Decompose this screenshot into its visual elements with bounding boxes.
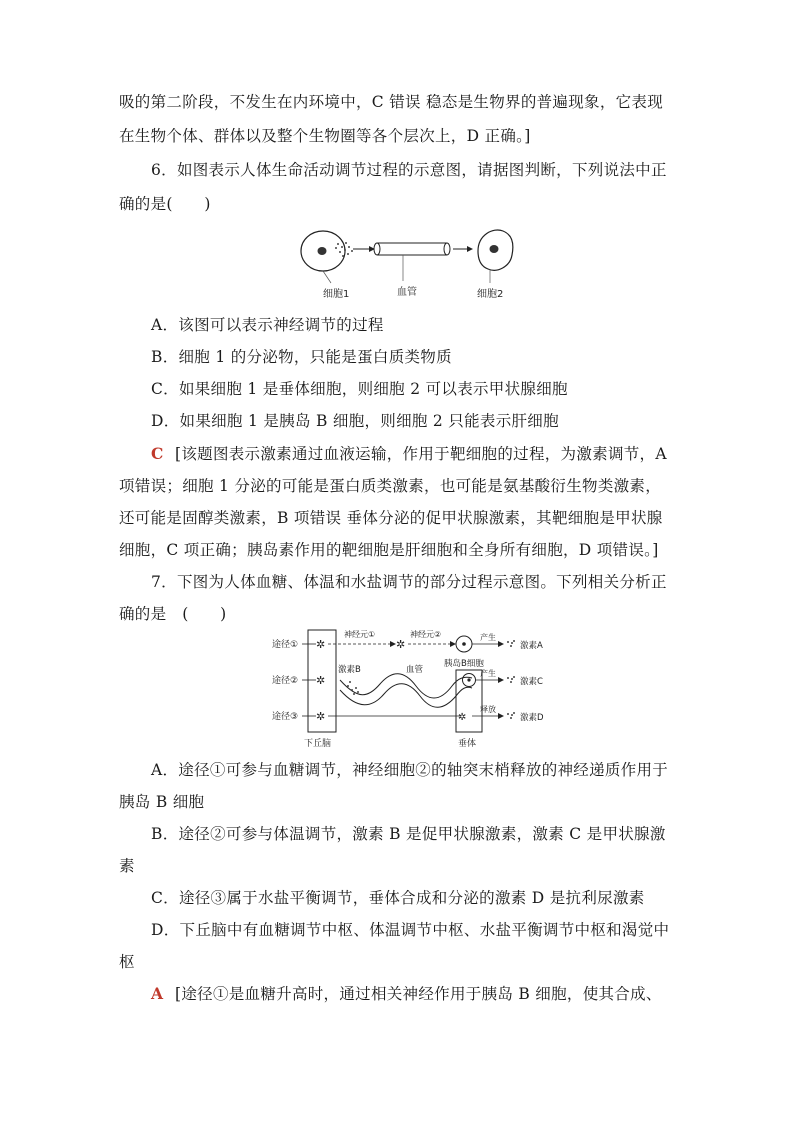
q6-explanation-line: 还可能是固醇类激素，B 项错误 垂体分泌的促甲状腺激素，其靶细胞是甲状腺 xyxy=(119,509,663,527)
vessel-label: 血管 xyxy=(397,287,417,298)
pituitary-label: 垂体 xyxy=(458,739,477,749)
svg-text:✲: ✲ xyxy=(316,710,326,723)
q6-explanation-line: 细胞，C 项正确；胰岛素作用的靶细胞是肝细胞和全身所有细胞，D 项错误。] xyxy=(119,541,659,559)
q6-option-a: A．该图可以表示神经调节的过程 xyxy=(151,316,384,334)
hypothalamus-label: 下丘脑 xyxy=(304,739,332,749)
hormoneD-label: 激素D xyxy=(520,713,544,723)
svg-text:✲: ✲ xyxy=(316,638,326,651)
svg-text:✲: ✲ xyxy=(458,712,467,723)
q7-option-d-cont: 枢 xyxy=(119,953,135,971)
q6-explanation-line: C [该题图表示激素通过血液运输，作用于靶细胞的过程，为激素调节，A xyxy=(151,444,667,463)
text-line: 吸的第二阶段，不发生在内环境中，C 错误 稳态是生物界的普遍现象，它表现 xyxy=(119,93,664,111)
hormoneB-label: 激素B xyxy=(338,665,361,675)
q7-answer: A xyxy=(151,984,164,1003)
path1-label: 途径① xyxy=(272,640,299,650)
path2-label: 途径② xyxy=(272,676,299,686)
q6-answer: C xyxy=(151,444,164,463)
release-label: 释放 xyxy=(480,705,496,714)
q6-option-d: D．如果细胞 1 是胰岛 B 细胞，则细胞 2 只能表示肝细胞 xyxy=(151,412,559,430)
q7-stem-line: 7．下图为人体血糖、体温和水盐调节的部分过程示意图。下列相关分析正 xyxy=(151,573,667,591)
q7-option-b-cont: 素 xyxy=(119,857,135,875)
vessel-label-q7: 血管 xyxy=(406,665,424,675)
hormoneC-label: 激素C xyxy=(520,677,543,687)
q6-stem-line: 6．如图表示人体生命活动调节过程的示意图，请据图判断，下列说法中正 xyxy=(151,161,667,179)
path3-label: 途径③ xyxy=(272,712,299,722)
q7-option-a: A．途径①可参与血糖调节，神经细胞②的轴突末梢释放的神经递质作用于 xyxy=(151,761,669,779)
q6-figure xyxy=(295,225,515,309)
cell2-nucleus xyxy=(490,245,499,253)
q7-option-b: B．途径②可参与体温调节，激素 B 是促甲状腺激素，激素 C 是甲状腺激 xyxy=(151,825,666,843)
q7-option-a-cont: 胰岛 B 细胞 xyxy=(119,793,205,811)
cell1-label: 细胞1 xyxy=(323,289,350,300)
isletB-label: 胰岛B细胞 xyxy=(444,659,484,669)
q6-stem-line: 确的是( ) xyxy=(119,195,211,213)
q7-option-c: C．途径③属于水盐平衡调节，垂体合成和分泌的激素 D 是抗利尿激素 xyxy=(151,889,645,907)
q6-option-c: C．如果细胞 1 是垂体细胞，则细胞 2 可以表示甲状腺细胞 xyxy=(151,380,568,398)
neuron2-label: 神经元② xyxy=(410,630,442,639)
neuron1-label: 神经元① xyxy=(344,630,376,639)
svg-text:✲: ✲ xyxy=(316,674,326,687)
q7-option-d: D．下丘脑中有血糖调节中枢、体温调节中枢、水盐平衡调节中枢和渴觉中 xyxy=(151,921,670,939)
vessel-wave xyxy=(340,674,472,698)
produce2-label: 产生 xyxy=(480,669,496,678)
hormoneA-label: 激素A xyxy=(520,641,543,651)
q6-option-b: B．细胞 1 的分泌物，只能是蛋白质类物质 xyxy=(151,348,452,366)
q7-figure xyxy=(268,628,568,754)
q7-stem-line: 确的是 ( ) xyxy=(119,605,227,623)
produce1-label: 产生 xyxy=(480,633,496,642)
q6-explanation-line: 项错误；细胞 1 分泌的可能是蛋白质类激素，也可能是氨基酸衍生物类激素， xyxy=(119,477,662,495)
cell2-label: 细胞2 xyxy=(477,289,504,300)
q7-explanation-line: A [途径①是血糖升高时，通过相关神经作用于胰岛 B 细胞，使其合成、 xyxy=(151,984,662,1003)
svg-text:✲: ✲ xyxy=(396,638,406,651)
text-line: 在生物个体、群体以及整个生物圈等各个层次上，D 正确。] xyxy=(119,127,531,145)
cell1-nucleus xyxy=(318,247,327,255)
